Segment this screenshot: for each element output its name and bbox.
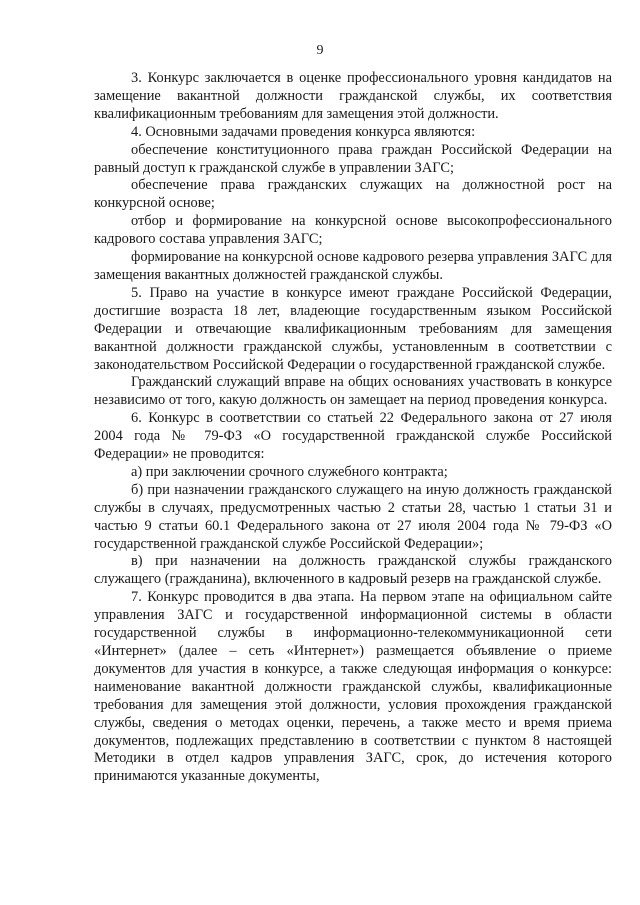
paragraph-5: 5. Право на участие в конкурсе имеют граждане Российской Федерации, достигшие возраста 18 лет, владеющие государственным языком Российской Федерации и отвечающие квалификационным требованиям для замещения вакантной должности гражданской службы, установленным в соответствии с законодательством Российской Федерации о государственной гражданской службе. bbox=[94, 284, 612, 373]
paragraph-5-note: Гражданский служащий вправе на общих основаниях участвовать в конкурсе независимо от того, какую должность он замещает на период проведения конкурса. bbox=[94, 374, 612, 409]
paragraph-4: 4. Основными задачами проведения конкурса являются: bbox=[131, 123, 476, 140]
task-item-1: обеспечение конституционного права граждан Российской Федерации на равный доступ к гражданской службе в управлении ЗАГС; bbox=[94, 141, 612, 176]
paragraph-6: 6. Конкурс в соответствии со статьей 22 Федерального закона от 27 июля 2004 года № 79-ФЗ «О государственной гражданской службе Российской Федерации» не проводится: bbox=[94, 410, 612, 463]
page-number: 9 bbox=[316, 43, 324, 58]
exception-item-b: б) при назначении гражданского служащего на иную должность гражданской службы в случаях, предусмотренных частью 2 статьи 28, частью 1 статьи 31 и частью 9 статьи 60.1 Федерального закона от 27 июля 2004 года № 79-ФЗ «О государственной гражданской службе Российской Федерации»; bbox=[94, 481, 612, 552]
task-item-4: формирование на конкурсной основе кадрового резерва управления ЗАГС для замещения вакантных должностей гражданской службы. bbox=[94, 249, 612, 283]
exception-item-a: а) при заключении срочного служебного контракта; bbox=[131, 463, 448, 480]
paragraph-7: 7. Конкурс проводится в два этапа. На первом этапе на официальном сайте управления ЗАГС и государственной информационной системы в области государственной службы в информационно-телекоммуникационной сети «Интернет» (далее – сеть «Интернет») размещается объявление о приеме документов для участия в конкурсе, а также следующая информация о конкурсе: наименование вакантной должности гражданской службы, квалификационные требования для замещения этой должности, условия прохождения гражданской службы, сведения о методах оценки, перечень, а также место и время приема документов, подлежащих представлению в соответствии с пунктом 8 настоящей Методики в отдел кадров управления ЗАГС, срок, до истечения которого принимаются указанные документы, bbox=[94, 589, 612, 785]
paragraph-3: 3. Конкурс заключается в оценке профессионального уровня кандидатов на замещение вакантной должности гражданской службы, их соответствия квалификационным требованиям для замещения этой должности. bbox=[94, 70, 612, 122]
exception-item-c: в) при назначении на должность гражданской службы гражданского служащего (гражданина), включенного в кадровый резерв на гражданской службе. bbox=[94, 553, 612, 588]
task-item-3: отбор и формирование на конкурсной основе высокопрофессионального кадрового состава управления ЗАГС; bbox=[94, 213, 612, 248]
document-body bbox=[94, 70, 612, 786]
task-item-2: обеспечение права гражданских служащих на должностной рост на конкурсной основе; bbox=[94, 177, 612, 212]
